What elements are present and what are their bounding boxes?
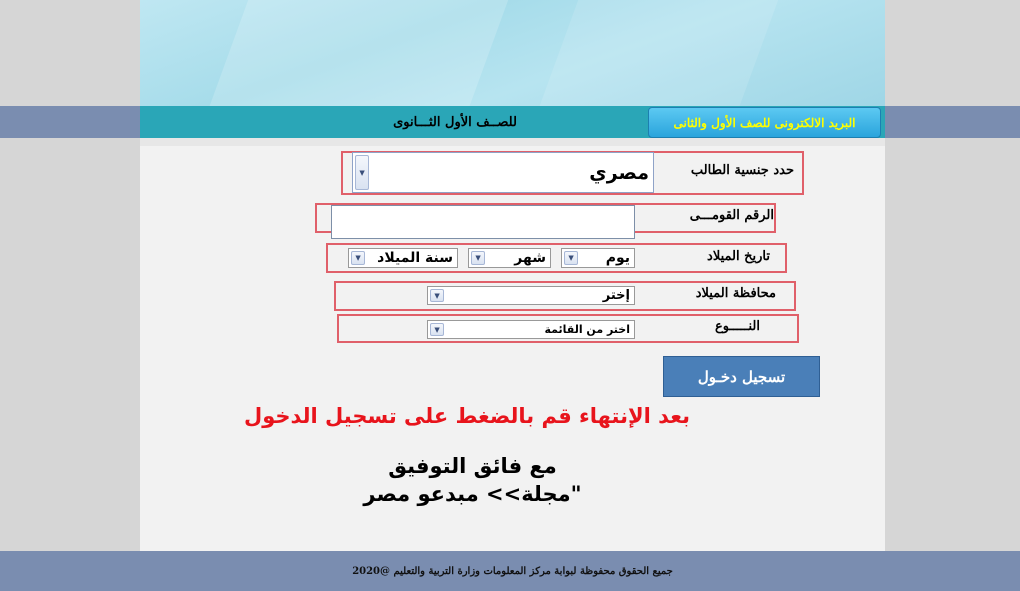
birth-governorate-label: محافظة الميلاد bbox=[695, 286, 776, 301]
email-button[interactable]: البريد الالكترونى للصف الأول والثانى bbox=[648, 107, 881, 138]
gender-value: اختر من القائمة bbox=[544, 323, 630, 336]
birth-date-label: تاريخ الميلاد bbox=[707, 249, 770, 264]
footer-copyright: جميع الحقوق محفوظة لبوابة مركز المعلومات وزارة التربية والتعليم @2020 bbox=[352, 565, 673, 577]
birth-year-value: سنة الميلاد bbox=[377, 250, 453, 266]
national-id-label: الرقم القومـــى bbox=[689, 208, 774, 223]
birth-governorate-select[interactable] bbox=[427, 286, 635, 305]
chevron-down-icon[interactable]: ▼ bbox=[430, 289, 444, 302]
national-id-input[interactable] bbox=[331, 205, 635, 239]
wish-line-1: مع فائق التوفيق bbox=[388, 454, 557, 478]
birth-governorate-value: إختر bbox=[602, 288, 630, 303]
nationality-value: مصري bbox=[589, 161, 649, 184]
nationality-label: حدد جنسية الطالب bbox=[690, 163, 794, 178]
gender-label: النـــــوع bbox=[714, 319, 760, 334]
banner-sheen bbox=[531, 0, 789, 106]
header-banner bbox=[140, 0, 885, 106]
banner-sheen bbox=[197, 0, 523, 106]
chevron-down-icon[interactable]: ▼ bbox=[471, 251, 485, 265]
chevron-down-icon[interactable]: ▼ bbox=[355, 155, 369, 190]
nav-title: للصــف الأول الثـــانوى bbox=[393, 114, 517, 130]
birth-year-select[interactable] bbox=[348, 248, 458, 268]
wish-line-2: "مجلة>> مبدعو مصر bbox=[363, 482, 582, 506]
chevron-down-icon[interactable]: ▼ bbox=[430, 323, 444, 336]
birth-month-value: شهر bbox=[514, 250, 546, 266]
chevron-down-icon[interactable]: ▼ bbox=[564, 251, 578, 265]
instruction-message: بعد الإنتهاء قم بالضغط على تسجيل الدخول bbox=[243, 404, 690, 428]
gender-select[interactable] bbox=[427, 320, 635, 339]
chevron-down-icon[interactable]: ▼ bbox=[351, 251, 365, 265]
navbar-underline bbox=[140, 138, 885, 146]
login-button[interactable]: تسجيل دخـول bbox=[663, 356, 820, 397]
birth-day-select[interactable] bbox=[561, 248, 635, 268]
birth-month-select[interactable] bbox=[468, 248, 551, 268]
birth-day-value: يوم bbox=[605, 250, 630, 266]
nationality-select[interactable] bbox=[352, 152, 654, 193]
